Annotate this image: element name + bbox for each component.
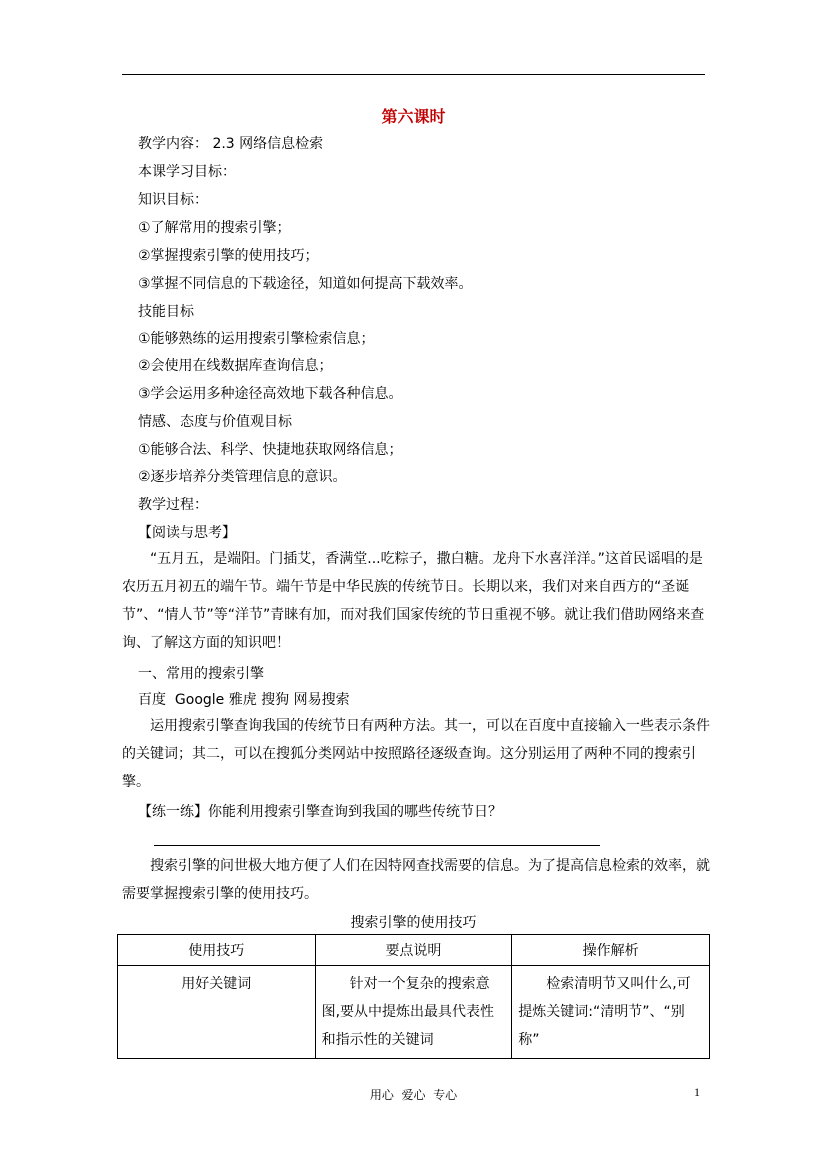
line-content: 教学内容： 2.3 网络信息检索	[138, 136, 324, 152]
table-header-row	[118, 935, 710, 966]
table-cell: 检索清明节又叫什么,可提炼关键词:“清明节”、“别称”	[512, 966, 710, 1059]
line-process: 教学过程：	[138, 497, 208, 513]
line-knowledge: 知识目标：	[138, 192, 208, 208]
page-number: 1	[694, 1085, 700, 1099]
line-s1: ①能够熟练的运用搜索引擎检索信息；	[138, 331, 375, 347]
table-cell: 针对一个复杂的搜索意图,要从中提炼出最具代表性和指示性的关键词	[315, 966, 512, 1059]
paragraph-methods: 运用搜索引擎查询我国的传统节日有两种方法。其一，可以在百度中直接输入一些表示条件的关键词；其二，可以在搜狐分类网站中按照路径逐级查询。这分别运用了两种不同的搜索引擎。	[122, 718, 710, 790]
header-rule	[122, 74, 705, 75]
tips-table	[117, 934, 710, 1059]
answer-blank	[154, 845, 600, 846]
section-heading: 一、常用的搜索引擎	[138, 666, 264, 682]
line-s3: ③学会运用多种途径高效地下载各种信息。	[138, 386, 403, 402]
footer-text: 用心 爱心 专心	[369, 1088, 458, 1102]
table-row	[118, 966, 710, 1059]
table-caption: 搜索引擎的使用技巧	[350, 915, 477, 931]
line-k2: ②掌握搜索引擎的使用技巧；	[138, 248, 319, 264]
table-header: 使用技巧	[118, 935, 316, 966]
paragraph-duanwu: “五月五，是端阳。门插艾，香满堂...吃粽子，撒白糖。龙舟下水喜洋洋。”这首民谣唱的是农历五月初五的端午节。端午节是中华民族的传统节日。长期以来，我们对来自西方的“圣诞节”、“情人节”等“洋节”青睐有加，而对我们国家传统的节日重视不够。就让我们借助网络来查询、了解这方面的知识吧！	[122, 551, 705, 651]
table-cell: 用好关键词	[118, 966, 316, 1059]
line-e1: ①能够合法、科学、快捷地获取网络信息；	[138, 442, 403, 458]
exercise-prompt: 【练一练】你能利用搜索引擎查询到我国的哪些传统节日？	[138, 804, 502, 820]
page-title: 第六课时	[381, 107, 446, 126]
line-s2: ②会使用在线数据库查询信息；	[138, 358, 333, 374]
table-header: 操作解析	[512, 935, 710, 966]
line-e2: ②逐步培养分类管理信息的意识。	[138, 469, 347, 485]
line-read-think: 【阅读与思考】	[138, 525, 236, 541]
engines-list: 百度 Google 雅虎 搜狗 网易搜索	[138, 692, 350, 708]
line-goals: 本课学习目标：	[138, 164, 236, 180]
table-header: 要点说明	[315, 935, 512, 966]
line-emotion: 情感、态度与价值观目标	[138, 414, 292, 430]
line-k1: ①了解常用的搜索引擎；	[138, 220, 291, 236]
line-skill: 技能目标	[138, 304, 194, 320]
line-k3: ③掌握不同信息的下载途径，知道如何提高下载效率。	[138, 276, 473, 292]
paragraph-tips: 搜索引擎的问世极大地方便了人们在因特网查找需要的信息。为了提高信息检索的效率，就需要掌握搜索引擎的使用技巧。	[122, 858, 710, 902]
